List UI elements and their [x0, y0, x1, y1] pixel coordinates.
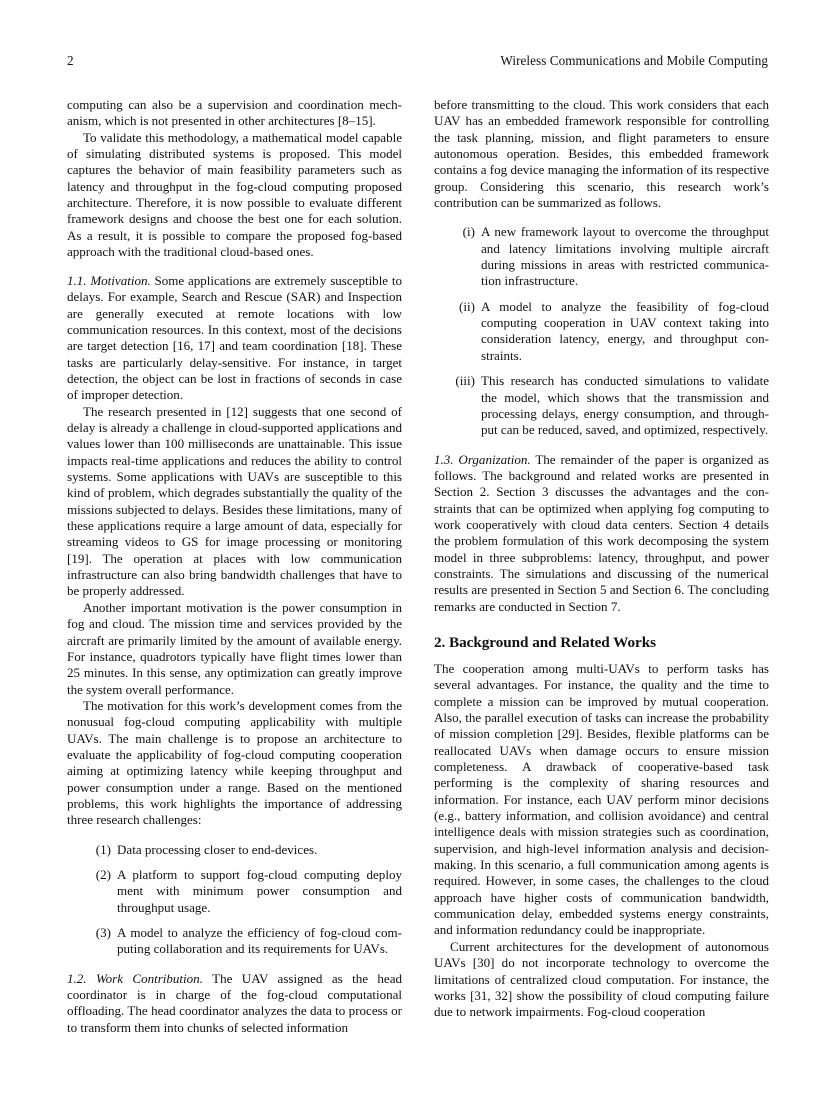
section-heading-background: 2. Background and Related Works — [434, 633, 656, 651]
list-item — [67, 842, 402, 858]
right-column — [434, 97, 769, 1042]
subsection-motivation-heading: 1.1. Motivation. — [67, 272, 151, 288]
list-item — [67, 867, 402, 916]
left-column — [67, 97, 402, 1042]
running-head — [67, 53, 768, 75]
contributions-list — [434, 224, 769, 438]
list-item-text: A new framework layout to overcome the throughput and latency limitations involving multiple aircraft during missions in areas with restricted communication infrastructure. — [481, 224, 769, 289]
list-item — [434, 373, 769, 438]
list-item — [434, 299, 769, 364]
list-item-text: Data processing closer to end-devices. — [117, 841, 318, 857]
list-marker: (2) — [95, 866, 111, 882]
subsection-work-contribution — [67, 971, 402, 1036]
list-marker: (iii) — [455, 373, 475, 389]
list-item-text: This research has conducted simulations to validate the model, which shows that the transmission and processing delays, energy consumption, and throughput can be reduced, saved, and optimized, respectively. — [481, 373, 769, 438]
list-marker: (ii) — [459, 298, 475, 314]
list-marker: (3) — [95, 925, 111, 940]
subsection-motivation-text: Some applications are extremely susceptible to delays. For example, Search and Rescue (SAR) and Inspection are generally executed at remote locations with low communication resources. In this context, most of the decisions are target detection [16, 17] and team coordination [18]. These tasks are particularly delay-sensitive. For instance, in target detection, the object can be lost in fractions of seconds in case of improper detection. — [67, 272, 403, 403]
journal-title: Wireless Communications and Mobile Computing — [500, 53, 768, 68]
two-column-body — [67, 97, 769, 1042]
subsection-organization-text: The remainder of the paper is organized as follows. The background and related works are presented in Section 2. Section 3 discusses the advantages and the constraints that can be optimized when applying fog computing to work cooperatively with cloud data centers. Section 4 details the problem formulation of this work decomposing the system model in three subproblems: latency, throughput, and power constraints. The simulations and discussing of the numerical results are presented in Section 5 and Section 6. The concluding remarks are conducted in Section 7. — [434, 451, 769, 614]
page-number: 2 — [67, 53, 74, 68]
research-challenges-list — [67, 842, 402, 958]
paragraph-power-consumption: Another important motivation is the power consumption in fog and cloud. The mission time and services provided by the aircraft are primarily limited by the amount of available energy. For instance, quadrotors typically have flight times lower than 25 minutes. In this sense, any optimization can greatly improve the system overall performance. — [67, 599, 402, 697]
paragraph-current-architectures: Current architectures for the development of autonomous UAVs [30] do not incorporate technology to overcome the limitations of centralized cloud computation. For instance, the works [31, 32] show the possibility of cloud computing failure due to network impairments. Fog-cloud cooperation — [434, 938, 769, 1020]
paragraph-research-delay: The research presented in [12] suggests that one second of delay is already a challenge in cloud-supported applications and values lower than 100 milliseconds are unattainable. This issue impacts real-time applications and reduces the ability to control systems. Some applications with UAVs are susceptible to this kind of problem, which degrades substantially the quality of the missions subjected to delays. Besides these limitations, many of these applications require a large amount of data, especially for streaming videos to GS for image processing or monitoring [19]. The operation at places with low communication infrastructure can also bring bandwidth challenges that have to be properly addressed. — [67, 403, 402, 599]
subsection-organization-heading: 1.3. Organization. — [434, 451, 531, 467]
paragraph-embedded-framework: before transmitting to the cloud. This work considers that each UAV has an embedded framework responsible for controlling the task planning, mission, and flight parameters to ensure autonomous operation. Besides, this embedded framework contains a fog device managing the information of its respective group. Considering this scenario, this research work’s contribution can be summarized as follows. — [434, 97, 769, 211]
paragraph-cooperation-advantages: The cooperation among multi-UAVs to perform tasks has several advantages. For instance, the quality and the time to complete a mission can be improved by mutual cooperation. Also, the parallel execution of tasks can increase the probability of mission completion [29]. Besides, flexible platforms can be reallocated UAVs when damage occurs to ensure mission completeness. A drawback of cooperative-based task performing is the complexity of sharing resources and information. For instance, each UAV perform minor decisions (e.g., battery information, and collision avoidance) and central intelligence deals with mission strategies such as coordination, supervision, and high-level information analysis and decision-making. In this scenario, a full communication among agents is required. However, in some cases, the challenges to the cloud approach have higher costs of communication bandwidth, communication delay, embedded systems energy constraints, and information redundancy could be inappropriate. — [434, 660, 769, 938]
list-item-text: A platform to support fog-cloud computing deploy ment with minimum power consumption and throughput usage. — [117, 866, 402, 915]
list-marker: (i) — [462, 224, 475, 240]
paragraph-validate-methodology: To validate this methodology, a mathematical model capable of simulating distributed systems is proposed. This model captures the behavior of main feasibility parameters such as latency and throughput in the fog-cloud computing proposed architecture. Therefore, it is now possible to evaluate different framework designs and choose the best one for each solution. As a result, it is possible to compare the proposed fog-based approach with the traditional cloud-based ones. — [67, 129, 402, 260]
paragraph-continued: computing can also be a supervision and coordination mech anism, which is not presented in other architectures [8–15]. — [67, 97, 402, 129]
list-marker: (1) — [95, 841, 111, 857]
list-item-text: A model to analyze the efficiency of fog-cloud computing collaboration and its requirements for UAVs. — [117, 925, 402, 957]
subsection-work-contribution-text: The UAV assigned as the head coordinator is in charge of the fog-cloud computational offloading. The head coordinator analyzes the data to process or to transform them into chunks of selected information — [67, 970, 403, 1035]
list-item-text: A model to analyze the feasibility of fog-cloud computing cooperation in UAV context taking into consideration latency, energy, and throughput constraints. — [481, 298, 769, 363]
subsection-motivation — [67, 273, 402, 404]
paragraph-work-motivation: The motivation for this work’s development comes from the nonusual fog-cloud computing applicability with multiple UAVs. The main challenge is to propose an architecture to evaluate the applicability of fog-cloud computing cooperation aiming at optimizing latency while keeping throughput and power consumption under a range. Based on the mentioned problems, this work highlights the importance of addressing three research challenges: — [67, 697, 402, 828]
subsection-organization — [434, 452, 769, 615]
subsection-work-contribution-heading: 1.2. Work Contribution. — [67, 970, 203, 986]
list-item — [434, 224, 769, 289]
list-item — [67, 925, 402, 958]
